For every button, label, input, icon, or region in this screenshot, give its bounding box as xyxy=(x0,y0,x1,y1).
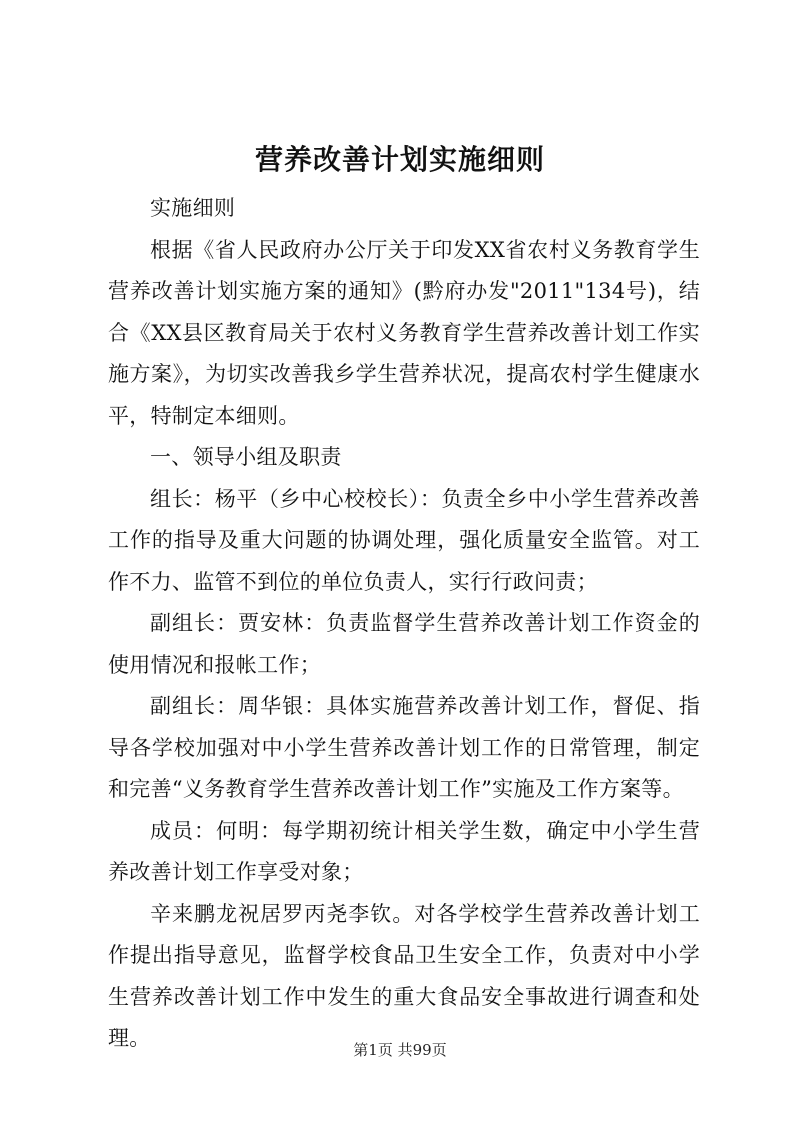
paragraph-intro: 根据《省人民政府办公厅关于印发XX省农村义务教育学生营养改善计划实施方案的通知》(黔府办发"2011"134号)，结合《XX县区教育局关于农村义务教育学生营养改善计划工作实施方案》，为切实改善我乡学生营养状况，提高农村学生健康水平，特制定本细则。 xyxy=(108,237,700,428)
section-heading-leadership: 一、领导小组及职责 xyxy=(150,445,342,469)
paragraph-members-duties: 辛来鹏龙祝居罗丙尧李钦。对各学校学生营养改善计划工作提出指导意见，监督学校食品卫生安全工作，负责对中小学生营养改善计划工作中发生的重大食品安全事故进行调查和处理。 xyxy=(108,901,700,1050)
document-body xyxy=(108,188,700,1060)
document-title: 营养改善计划实施细则 xyxy=(254,143,545,176)
paragraph-leader: 组长：杨平（乡中心校校长）：负责全乡中小学生营养改善工作的指导及重大问题的协调处理，强化质量安全监管。对工作不力、监管不到位的单位负责人，实行行政问责； xyxy=(108,486,700,594)
paragraph-member: 成员：何明：每学期初统计相关学生数，确定中小学生营养改善计划工作享受对象； xyxy=(108,818,700,884)
page-number-footer: 第1页 共99页 xyxy=(353,1041,447,1059)
paragraph-deputy-leader-2: 副组长：周华银：具体实施营养改善计划工作，督促、指导各学校加强对中小学生营养改善计划工作的日常管理，制定和完善“义务教育学生营养改善计划工作”实施及工作方案等。 xyxy=(108,694,700,801)
paragraph-deputy-leader-1: 副组长：贾安林：负责监督学生营养改善计划工作资金的使用情况和报帐工作； xyxy=(108,611,700,677)
paragraph-heading: 实施细则 xyxy=(150,196,236,220)
